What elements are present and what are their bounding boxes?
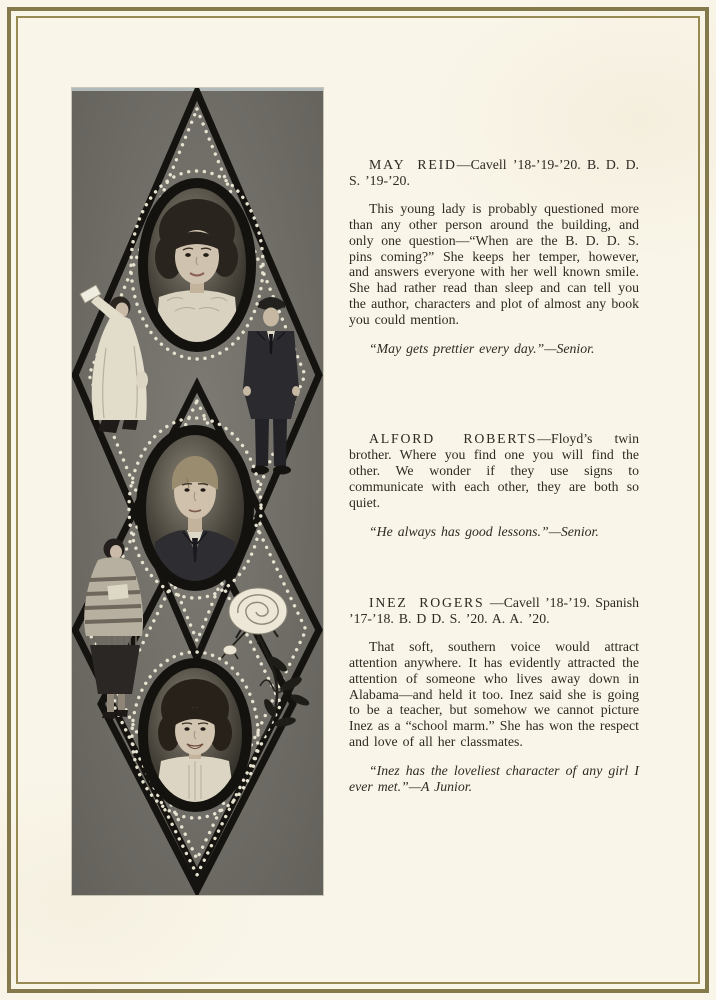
entry-heading <box>349 431 639 511</box>
figure-man-dark-suit <box>243 297 300 475</box>
figure-woman-fringed-shawl <box>84 539 143 720</box>
student-name: MAY REID <box>369 157 457 172</box>
entry-body: This young lady is probably questioned more than any other person around the building, and only one question—“When are the B. D. D. S. pins coming?” She keeps her temper, however, and answers everyone with her well known smile. She had rather read than sleep and can tell you the author, characters and plot of almost any book you could mention. <box>349 200 639 328</box>
entry-body: That soft, southern voice would attract attention anywhere. It has evidently attracted the attention of someone who lives away down in Alabama—and held it too. Inez said she is going to be a teacher, but somehow we cannot picture Inez as a “school marm.” She has won the respect and love of all her classmates. <box>349 638 639 750</box>
photo-collage-panel <box>72 88 323 895</box>
entry-may-reid <box>349 157 639 357</box>
entry-heading <box>349 595 639 627</box>
portrait-may-reid <box>131 171 263 359</box>
entry-inez-rogers <box>349 595 639 795</box>
entry-quote: “Inez has the loveliest character of any girl I ever met.”—A Junior. <box>349 763 639 795</box>
student-credentials: —Cavell ’18-’19. Spanish ’17-’18. B. D D. S. ’20. A. A. ’20. <box>349 595 639 626</box>
portrait-alford-roberts <box>129 418 261 598</box>
entry-alford-roberts <box>349 431 639 539</box>
entry-quote: “He always has good lessons.”—Senior. <box>369 523 599 539</box>
student-credentials: —Floyd’s twin brother. Where you find one you will find the other. We wonder if they use signs to communicate with each other, they are both so quiet. <box>349 431 639 510</box>
entry-heading <box>349 157 639 189</box>
student-credentials: —Cavell ’18-’19-’20. B. D. D. S. ’19-’20. <box>349 157 639 188</box>
entry-quote: “May gets prettier every day.”—Senior. <box>369 341 595 357</box>
collage-art <box>72 88 323 895</box>
student-name: INEZ ROGERS <box>369 595 485 610</box>
student-name: ALFORD ROBERTS <box>369 431 538 446</box>
